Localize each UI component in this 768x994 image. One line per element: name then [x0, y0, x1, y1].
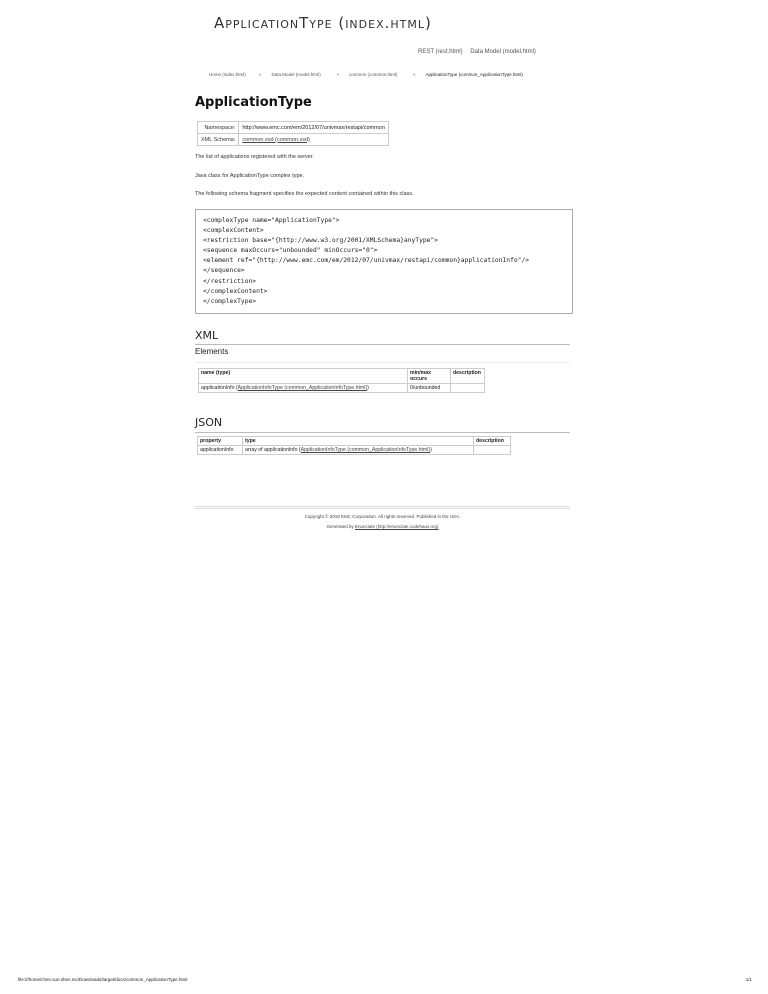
- breadcrumb-separator: »: [259, 72, 262, 77]
- table-row: [198, 446, 511, 455]
- breadcrumb-common[interactable]: common (common.html): [349, 72, 398, 77]
- column-header-occurs: min/max occurs: [408, 369, 451, 384]
- page-title: ApplicationType: [195, 95, 312, 110]
- description-text: The list of applications registered with the server.: [195, 154, 314, 160]
- top-nav: [418, 49, 542, 55]
- enunciate-link[interactable]: Enunciate (http://enunciate.codehaus.org): [354, 524, 439, 529]
- generated-by: [195, 524, 570, 529]
- column-header-description: description: [474, 437, 511, 446]
- element-description: [451, 384, 485, 393]
- table-row: [198, 122, 389, 134]
- site-title[interactable]: ApplicationType (index.html): [214, 14, 432, 32]
- property-type-link[interactable]: ApplicationInfoType (common_ApplicationInfoType.html): [300, 447, 431, 453]
- breadcrumb-separator: »: [413, 72, 416, 77]
- breadcrumb-current: ApplicationType (common_ApplicationType.html): [425, 72, 523, 77]
- xml-elements-table: [198, 368, 485, 393]
- breadcrumb-home[interactable]: Home (index.html): [209, 72, 246, 77]
- element-name-cell: applicationInfo (ApplicationInfoType (common_ApplicationInfoType.html)): [199, 384, 408, 393]
- footer-divider: [195, 506, 570, 509]
- namespace-label: Namespace:: [198, 122, 239, 134]
- page-number: 1/1: [745, 977, 752, 982]
- schema-code-block: <complexType name="ApplicationType"> <complexContent> <restriction base="{http://www.w3.org/2001/XMLSchema}anyType"> <sequence maxOccurs="unbounded" minOccurs="0"> <element ref="{http://www.emc.com/em/2012/07/univmax/restapi/common}applicationInfo"/> </sequence> </restriction> </complexContent> </complexType>: [195, 209, 573, 314]
- json-heading: JSON: [195, 416, 223, 429]
- breadcrumb-separator: »: [336, 72, 340, 77]
- generated-by-label: Generated by: [326, 524, 354, 529]
- property-name: applicationInfo: [198, 446, 243, 455]
- java-class-text: Java class for ApplicationType complex type.: [195, 173, 305, 179]
- breadcrumb-data-model[interactable]: Data Model (model.html): [271, 72, 321, 77]
- table-row: [198, 134, 389, 146]
- section-divider: [195, 432, 570, 433]
- nav-link-data-model[interactable]: Data Model (model.html): [470, 49, 536, 55]
- json-properties-table: [197, 436, 511, 455]
- schema-label: XML Schema:: [198, 134, 239, 146]
- schema-fragment-text: The following schema fragment specifies the expected content contained within this class.: [195, 191, 414, 197]
- property-description: [474, 446, 511, 455]
- column-header-type: type: [243, 437, 474, 446]
- property-type-cell: array of applicationInfo (ApplicationInfoType (common_ApplicationInfoType.html)): [243, 446, 474, 455]
- property-type-text: array of applicationInfo: [245, 447, 298, 453]
- column-header-description: description: [451, 369, 485, 384]
- page-url: file:///home/chen.sun.shen.mc/Downloads/target/docs/common_ApplicationType.html: [18, 977, 188, 982]
- section-divider: [195, 344, 570, 345]
- section-divider: [195, 362, 570, 363]
- namespace-value: http://www.emc.com/em/2012/07/univmax/restapi/common: [239, 122, 388, 134]
- type-info-table: [197, 121, 389, 146]
- breadcrumb: [209, 72, 523, 77]
- xml-heading: XML: [195, 329, 219, 342]
- element-type-link[interactable]: ApplicationInfoType (common_ApplicationInfoType.html): [237, 385, 368, 391]
- elements-heading: Elements: [195, 347, 229, 356]
- column-header-name: name (type): [199, 369, 408, 384]
- column-header-property: property: [198, 437, 243, 446]
- schema-link[interactable]: common.xsd (common.xsd): [242, 136, 310, 143]
- element-name: applicationInfo: [201, 385, 235, 391]
- schema-cell: [239, 134, 388, 146]
- copyright-text: Copyright © 2019 EMC Corporation. All rights reserved. Published in the USA.: [304, 514, 461, 519]
- nav-link-rest[interactable]: REST (rest.html): [418, 49, 463, 55]
- element-occurs: 0/unbounded: [408, 384, 451, 393]
- table-header-row: [199, 369, 485, 384]
- table-header-row: [198, 437, 511, 446]
- table-row: [199, 384, 485, 393]
